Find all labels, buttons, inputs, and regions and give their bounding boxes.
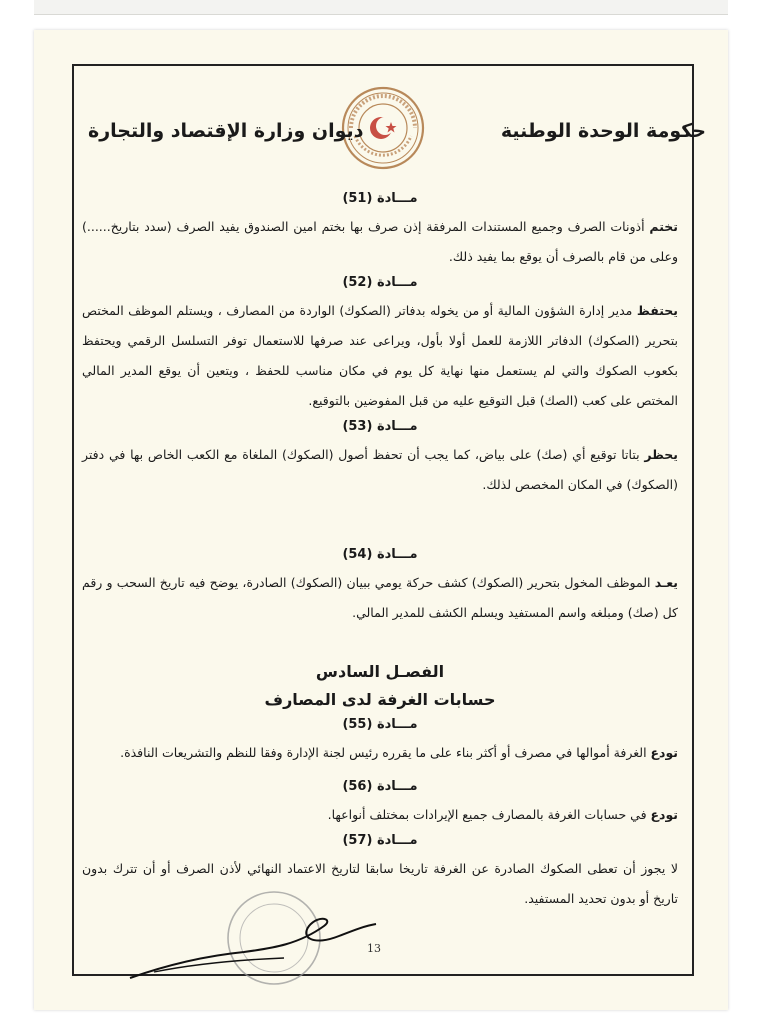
article-55-text: تودع الغرفة أموالها في مصرف أو أكثر بناء على ما يقرره رئيس لجنة الإدارة وفقا للنظم والتشريعات النافذة. (120, 745, 678, 760)
article-53-text: يحظر بتاتا توقيع أي (صك) على بياض، كما يجب أن تحفظ أصول (الصكوك) الملغاة مع الكعب الخاص بها في دفتر (الصكوك) في المكان المخصص لذلك. (82, 447, 678, 492)
article-51-title: مـــادة (51) (342, 191, 418, 206)
article-54-title: مـــادة (54) (342, 547, 418, 562)
document-body (82, 188, 678, 914)
signature-stamp-icon (124, 886, 384, 996)
article-55-title: مـــادة (55) (342, 717, 418, 732)
government-title: حكومة الوحدة الوطنية (500, 120, 706, 142)
article-53-title: مـــادة (53) (342, 419, 418, 434)
chapter-title: حسابات الغرفة لدى المصارف (264, 690, 496, 709)
article-52-title: مـــادة (52) (342, 275, 418, 290)
article-54-text: يعـد الموظف المخول بتحرير (الصكوك) كشف حركة يومي ببيان (الصكوك) الصادرة، يوضح فيه تاريخ السحب و رقم كل (صك) ومبلغه واسم المستفيد ويسلم الكشف للمدير المالي. (82, 575, 678, 620)
article-57-title: مـــادة (57) (342, 833, 418, 848)
article-51-text: تختم أذونات الصرف وجميع المستندات المرفقة إذن صرف بها بختم امين الصندوق يفيد الصرف (سدد بتاريخ......) وعلى من قام بالصرف أن يوقع بما يفيد ذلك. (82, 219, 678, 264)
document-page (34, 30, 728, 1010)
article-52-text: يحتفظ مدير إدارة الشؤون المالية أو من يخوله بدفاتر (الصكوك) الواردة من المصارف ، ويستلم الموظف المختص بتحرير (الصكوك) الدفاتر اللازمة للعمل أولا بأول، ويراعى عند صرفها للاستعمال توفر التسلسل الرقمي ويحتفظ بكعوب الصكوك والتي لم يستعمل منها نهاية كل يوم في مكان مناسب للحفظ ، ويتعين أن يوقع المدير المالي المختص على كعب (الصك) قبل التوقيع عليه من قبل المفوضين بالتوقيع. (82, 303, 678, 408)
chapter-number: الفصـل السادس (315, 662, 445, 681)
article-57-text: لا يجوز أن تعطى الصكوك الصادرة عن الغرفة تاريخا سابقا لتاريخ الاعتماد النهائي لأذن الصرف أو أن تترك بدون تاريخ أو بدون تحديد المستفيد. (82, 861, 678, 906)
page-number: 13 (367, 942, 381, 955)
article-56-title: مـــادة (56) (342, 779, 418, 794)
article-56-text: تودع في حسابات الغرفة بالمصارف جميع الإيرادات بمختلف أنواعها. (327, 807, 678, 822)
ministry-title: ديوان وزارة الإقتصاد والتجارة (88, 120, 364, 142)
top-strip (34, 0, 728, 15)
